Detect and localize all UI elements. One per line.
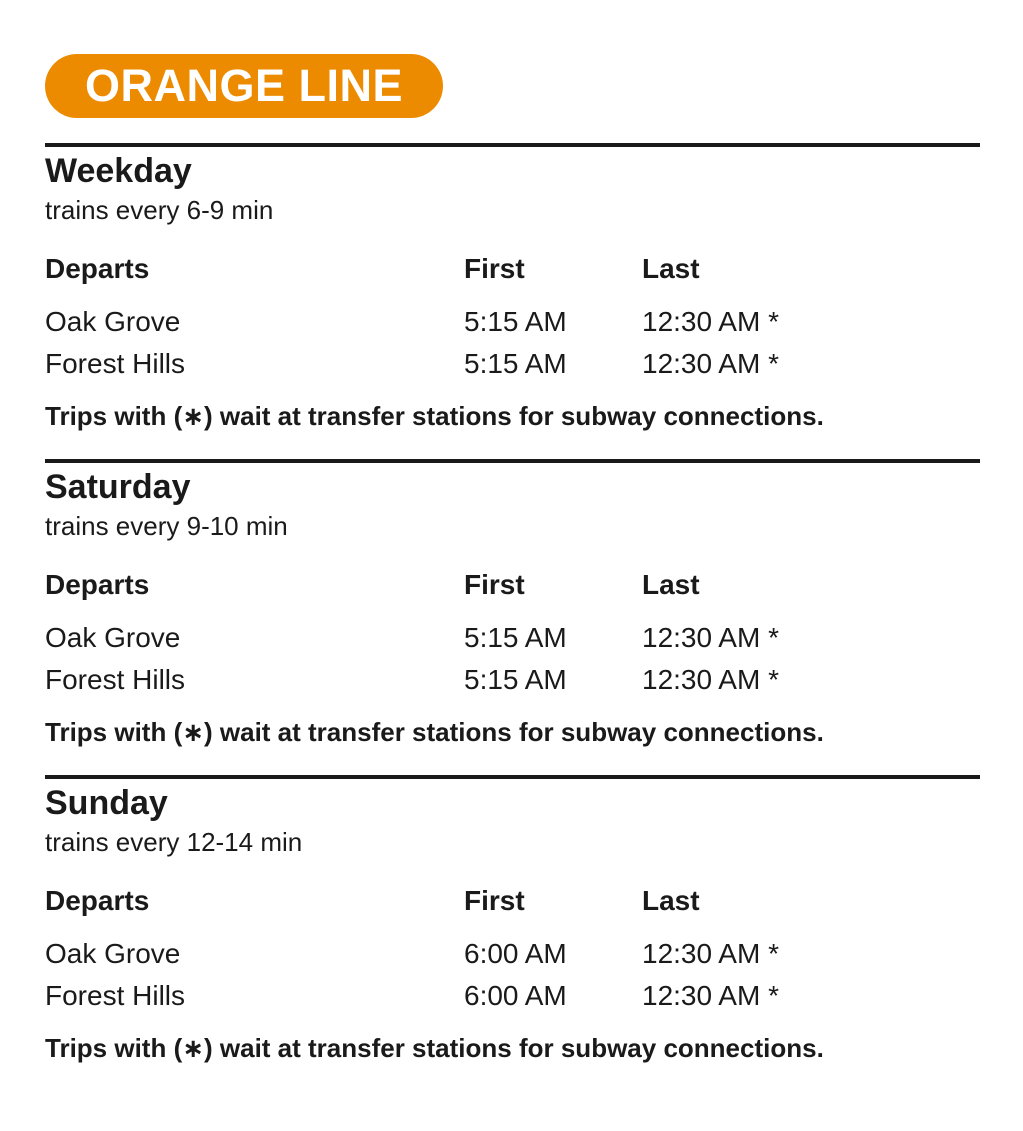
frequency-text: trains every 12-14 min [45, 827, 303, 857]
schedule-weekday [45, 143, 980, 431]
first-train-time: 5:15 AM [464, 348, 567, 379]
schedule-saturday [45, 459, 980, 747]
transfer-footnote: Trips with (∗) wait at transfer stations for subway connections. [45, 1033, 824, 1063]
station-name: Forest Hills [45, 664, 186, 695]
schedule-sunday [45, 775, 980, 1063]
transfer-footnote: Trips with (∗) wait at transfer stations for subway connections. [45, 717, 824, 747]
first-train-time: 6:00 AM [464, 938, 567, 969]
first-header: First [464, 569, 525, 600]
last-header: Last [642, 885, 700, 916]
last-train-time: 12:30 AM * [642, 348, 779, 379]
last-header: Last [642, 253, 700, 284]
station-name: Oak Grove [45, 306, 181, 337]
day-title: Sunday [45, 784, 168, 822]
station-name: Oak Grove [45, 622, 181, 653]
station-name: Forest Hills [45, 348, 186, 379]
departs-header: Departs [45, 885, 150, 916]
transfer-footnote: Trips with (∗) wait at transfer stations for subway connections. [45, 401, 824, 431]
last-train-time: 12:30 AM * [642, 980, 779, 1011]
last-train-time: 12:30 AM * [642, 664, 779, 695]
last-train-time: 12:30 AM * [642, 622, 779, 653]
last-header: Last [642, 569, 700, 600]
station-name: Oak Grove [45, 938, 181, 969]
first-train-time: 5:15 AM [464, 622, 567, 653]
day-title: Weekday [45, 152, 192, 190]
last-train-time: 12:30 AM * [642, 938, 779, 969]
departs-header: Departs [45, 253, 150, 284]
last-train-time: 12:30 AM * [642, 306, 779, 337]
first-train-time: 6:00 AM [464, 980, 567, 1011]
station-name: Forest Hills [45, 980, 186, 1011]
departs-header: Departs [45, 569, 150, 600]
first-header: First [464, 253, 525, 284]
first-train-time: 5:15 AM [464, 306, 567, 337]
line-badge: ORANGE LINE [45, 54, 443, 118]
day-title: Saturday [45, 468, 191, 506]
frequency-text: trains every 9-10 min [45, 511, 288, 541]
frequency-text: trains every 6-9 min [45, 195, 274, 225]
first-header: First [464, 885, 525, 916]
first-train-time: 5:15 AM [464, 664, 567, 695]
